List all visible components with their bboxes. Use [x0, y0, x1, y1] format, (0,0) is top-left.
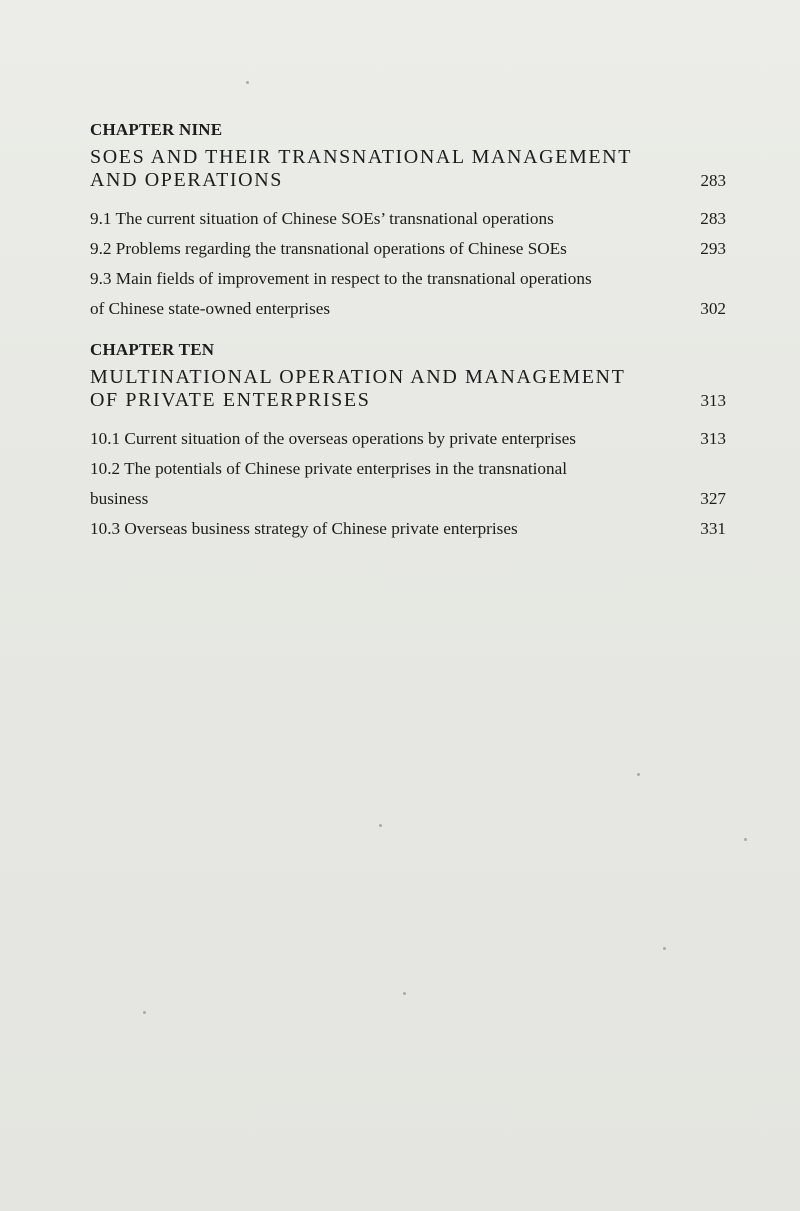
chapter-title-line: MULTINATIONAL OPERATION AND MANAGEMENT: [90, 366, 626, 388]
section-title: 9.1 The current situation of Chinese SOEs’ transnational operations: [90, 209, 554, 228]
paper-speck: [663, 947, 666, 950]
paper-speck: [637, 773, 640, 776]
section-title-continued: of Chinese state-owned enterprises: [90, 299, 331, 318]
chapter-label: CHAPTER TEN: [90, 340, 215, 359]
chapter-page-number: 283: [700, 171, 726, 190]
section-title: 10.1 Current situation of the overseas operations by private enterprises: [90, 429, 576, 448]
section-title-continued: business: [90, 489, 149, 508]
section-page-number: 293: [700, 239, 726, 258]
section-list: [90, 424, 726, 544]
chapter-title: [90, 146, 726, 192]
section-page-number: 302: [700, 299, 726, 318]
chapter-page-number: 313: [700, 391, 726, 410]
chapter-title-line: [90, 169, 726, 192]
chapter-label: CHAPTER NINE: [90, 120, 223, 139]
table-of-contents: [90, 118, 726, 544]
section-entry[interactable]: [90, 514, 726, 544]
section-entry[interactable]: [90, 424, 726, 454]
section-entry[interactable]: [90, 204, 726, 234]
paper-speck: [379, 824, 382, 827]
section-entry[interactable]: [90, 234, 726, 264]
paper-speck: [744, 838, 747, 841]
section-entry[interactable]: [90, 264, 726, 324]
section-entry[interactable]: [90, 454, 726, 514]
section-title: 10.2 The potentials of Chinese private enterprises in the transnational: [90, 459, 567, 478]
chapter-ten: [90, 338, 726, 544]
section-page-number: 331: [700, 519, 726, 538]
section-title: 10.3 Overseas business strategy of Chinese private enterprises: [90, 519, 518, 538]
chapter-title-line: SOES AND THEIR TRANSNATIONAL MANAGEMENT: [90, 146, 633, 168]
section-title: 9.2 Problems regarding the transnational operations of Chinese SOEs: [90, 239, 567, 258]
chapter-nine: [90, 118, 726, 324]
chapter-title-text: AND OPERATIONS: [90, 169, 283, 191]
section-list: [90, 204, 726, 324]
section-title: 9.3 Main fields of improvement in respect to the transnational operations: [90, 269, 592, 288]
paper-speck: [143, 1011, 146, 1014]
paper-speck: [403, 992, 406, 995]
chapter-title: [90, 366, 726, 412]
section-page-number: 327: [700, 489, 726, 508]
paper-speck: [246, 81, 249, 84]
chapter-title-text: OF PRIVATE ENTERPRISES: [90, 389, 371, 411]
chapter-title-line: [90, 389, 726, 412]
section-page-number: 283: [700, 209, 726, 228]
section-page-number: 313: [700, 429, 726, 448]
